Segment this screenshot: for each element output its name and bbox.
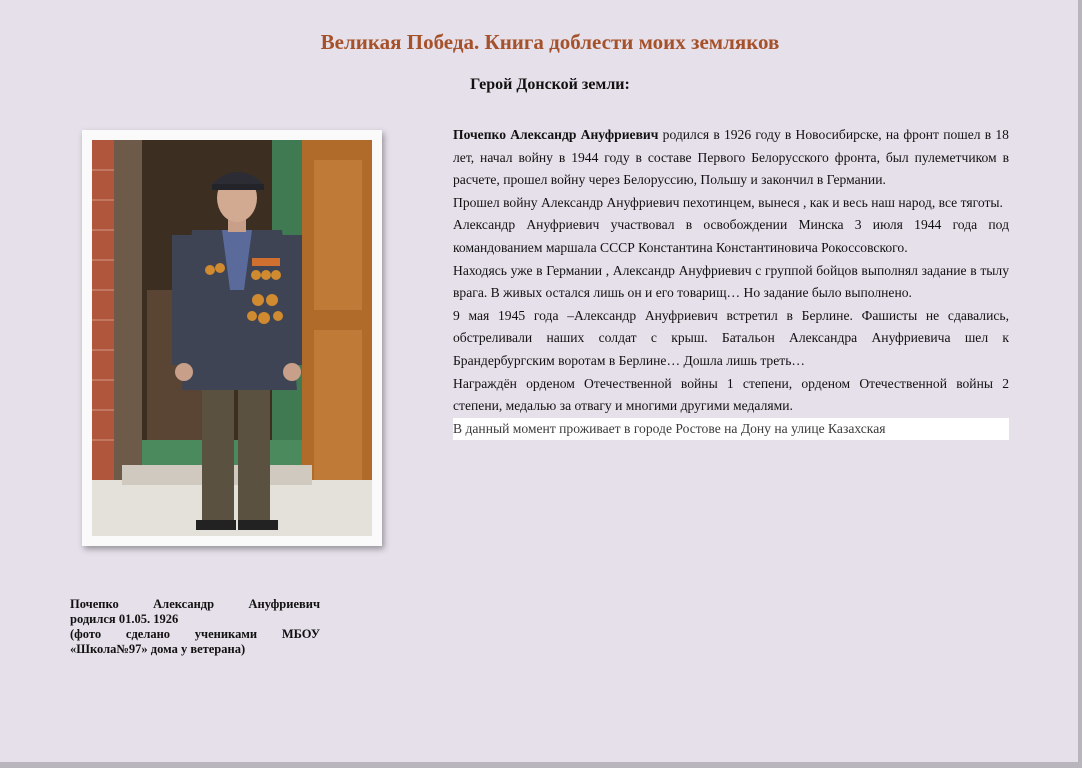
veteran-photo xyxy=(82,130,382,546)
bio-paragraph-7: В данный момент проживает в городе Ростове на Дону на улице Казахская xyxy=(453,418,1009,441)
veteran-photo-image xyxy=(92,140,372,536)
caption-line-school: «Школа№97» дома у ветерана) xyxy=(70,642,246,656)
photo-caption xyxy=(70,597,320,657)
bio-paragraph-1: Почепко Александр Ануфриевич родился в 1926 году в Новосибирске, на фронт пошел в 18 лет, начал войну в 1944 году в составе Первого Белорусского фронта, был пулеметчиком в расчете, прошел войну через Белоруссию, Польшу и закончил в Германии. xyxy=(453,127,1009,188)
bio-paragraph-4: Находясь уже в Германии , Александр Ануфриевич с группой бойцов выполнял задание в тылу врага. В живых остался лишь он и его товарищ… Но задание было выполнено. xyxy=(453,262,1009,301)
caption-line-born: родился 01.05. 1926 xyxy=(70,612,179,626)
bio-paragraph-2: Прошел войну Александр Ануфриевич пехотинцем, вынеся , как и весь наш народ, все тяготы. xyxy=(453,194,1003,210)
caption-line-name: Почепко Александр Ануфриевич xyxy=(70,597,320,611)
bio-paragraph-5: 9 мая 1945 года –Александр Ануфриевич встретил в Берлине. Фашисты не сдавались, обстреливали наших солдат с крыш. Батальон Александра Ануфриевича шел к Брандербургским воротам в Берлине… Дошла лишь треть… xyxy=(453,307,1009,368)
bio-paragraph-3: Александр Ануфриевич участвовал в освобождении Минска 3 июля 1944 года под командованием маршала СССР Константина Константиновича Рокоссовского. xyxy=(453,217,1009,255)
page-title: Великая Победа. Книга доблести моих земляков xyxy=(320,30,780,54)
bio-paragraph-6: Награждён орденом Отечественной войны 1 степени, орденом Отечественной войны 2 степени, медалью за отвагу и многими другими медалями. xyxy=(453,375,1009,414)
page-subtitle: Герой Донской земли: xyxy=(470,76,630,93)
hero-name: Почепко Александр Ануфриевич xyxy=(453,127,659,142)
biography-text xyxy=(453,124,1009,440)
caption-line-photo: (фото сделано учениками МБОУ xyxy=(70,627,320,641)
